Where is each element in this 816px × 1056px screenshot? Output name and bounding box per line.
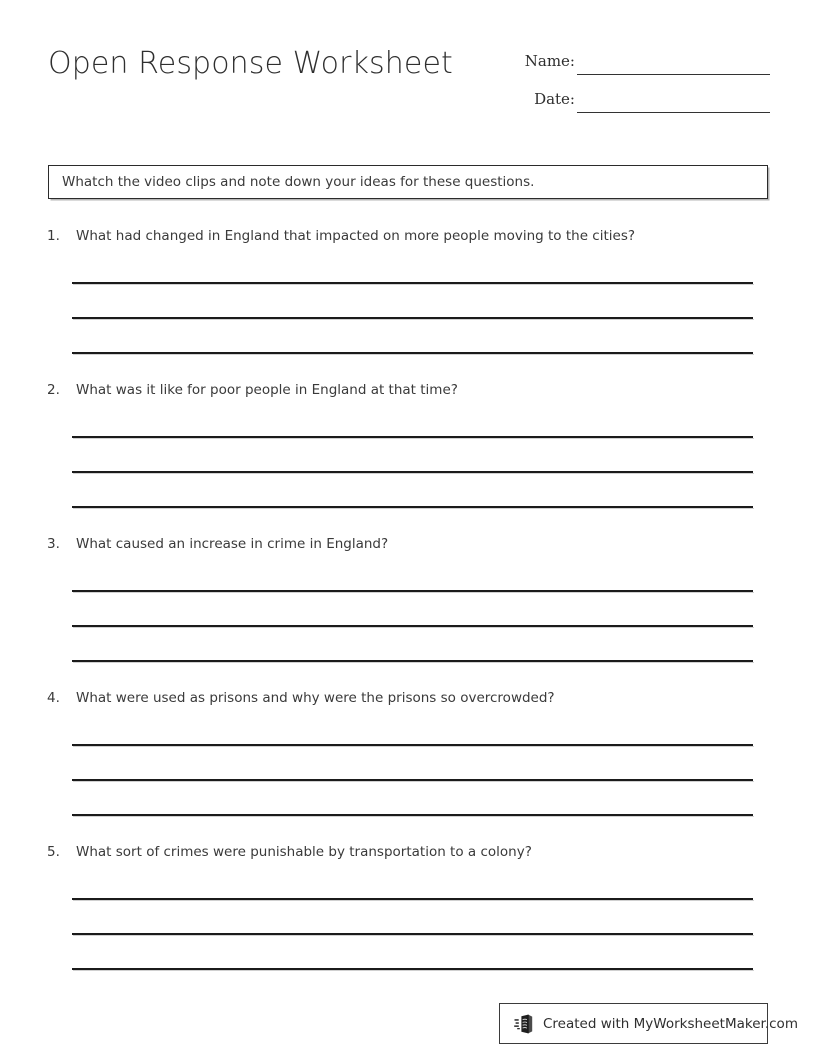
- question-list: [0, 228, 816, 998]
- question-block: [0, 690, 816, 844]
- student-info-block: [500, 46, 770, 122]
- date-field-row: [500, 84, 770, 122]
- name-field-input[interactable]: [577, 74, 770, 75]
- worksheet-maker-logo-icon: [514, 1013, 536, 1035]
- question-number: 5.: [47, 844, 60, 860]
- question-text: What caused an increase in crime in England?: [76, 536, 389, 552]
- answer-line[interactable]: [72, 352, 753, 354]
- question-row: [0, 690, 816, 714]
- question-text: What was it like for poor people in England at that time?: [76, 382, 458, 398]
- question-number: 2.: [47, 382, 60, 398]
- question-block: [0, 536, 816, 690]
- question-row: [0, 536, 816, 560]
- answer-line[interactable]: [72, 933, 753, 935]
- answer-line[interactable]: [72, 814, 753, 816]
- question-row: [0, 844, 816, 868]
- answer-line[interactable]: [72, 471, 753, 473]
- question-number: 1.: [47, 228, 60, 244]
- name-field-row: [500, 46, 770, 84]
- answer-line[interactable]: [72, 506, 753, 508]
- worksheet-header: [0, 0, 816, 140]
- answer-line[interactable]: [72, 625, 753, 627]
- worksheet-maker-badge-text: Created with MyWorksheetMaker.com: [543, 1015, 798, 1032]
- question-block: [0, 228, 816, 382]
- worksheet-maker-badge[interactable]: [499, 1003, 798, 1044]
- answer-line[interactable]: [72, 317, 753, 319]
- question-text: What sort of crimes were punishable by transportation to a colony?: [76, 844, 532, 860]
- answer-line[interactable]: [72, 282, 753, 284]
- instruction-text: Whatch the video clips and note down your ideas for these questions.: [62, 174, 535, 190]
- answer-line[interactable]: [72, 660, 753, 662]
- question-block: [0, 844, 816, 998]
- answer-line[interactable]: [72, 779, 753, 781]
- question-row: [0, 228, 816, 252]
- answer-line[interactable]: [72, 898, 753, 900]
- answer-line[interactable]: [72, 436, 753, 438]
- question-text: What were used as prisons and why were the prisons so overcrowded?: [76, 690, 555, 706]
- question-block: [0, 382, 816, 536]
- question-number: 4.: [47, 690, 60, 706]
- question-text: What had changed in England that impacted on more people moving to the cities?: [76, 228, 636, 244]
- question-row: [0, 382, 816, 406]
- answer-line[interactable]: [72, 590, 753, 592]
- answer-line[interactable]: [72, 744, 753, 746]
- page-title: Open Response Worksheet: [48, 46, 453, 81]
- question-number: 3.: [47, 536, 60, 552]
- date-field-label: Date:: [534, 90, 575, 108]
- name-field-label: Name:: [524, 52, 575, 70]
- date-field-input[interactable]: [577, 112, 770, 113]
- instruction-box: [48, 165, 768, 199]
- answer-line[interactable]: [72, 968, 753, 970]
